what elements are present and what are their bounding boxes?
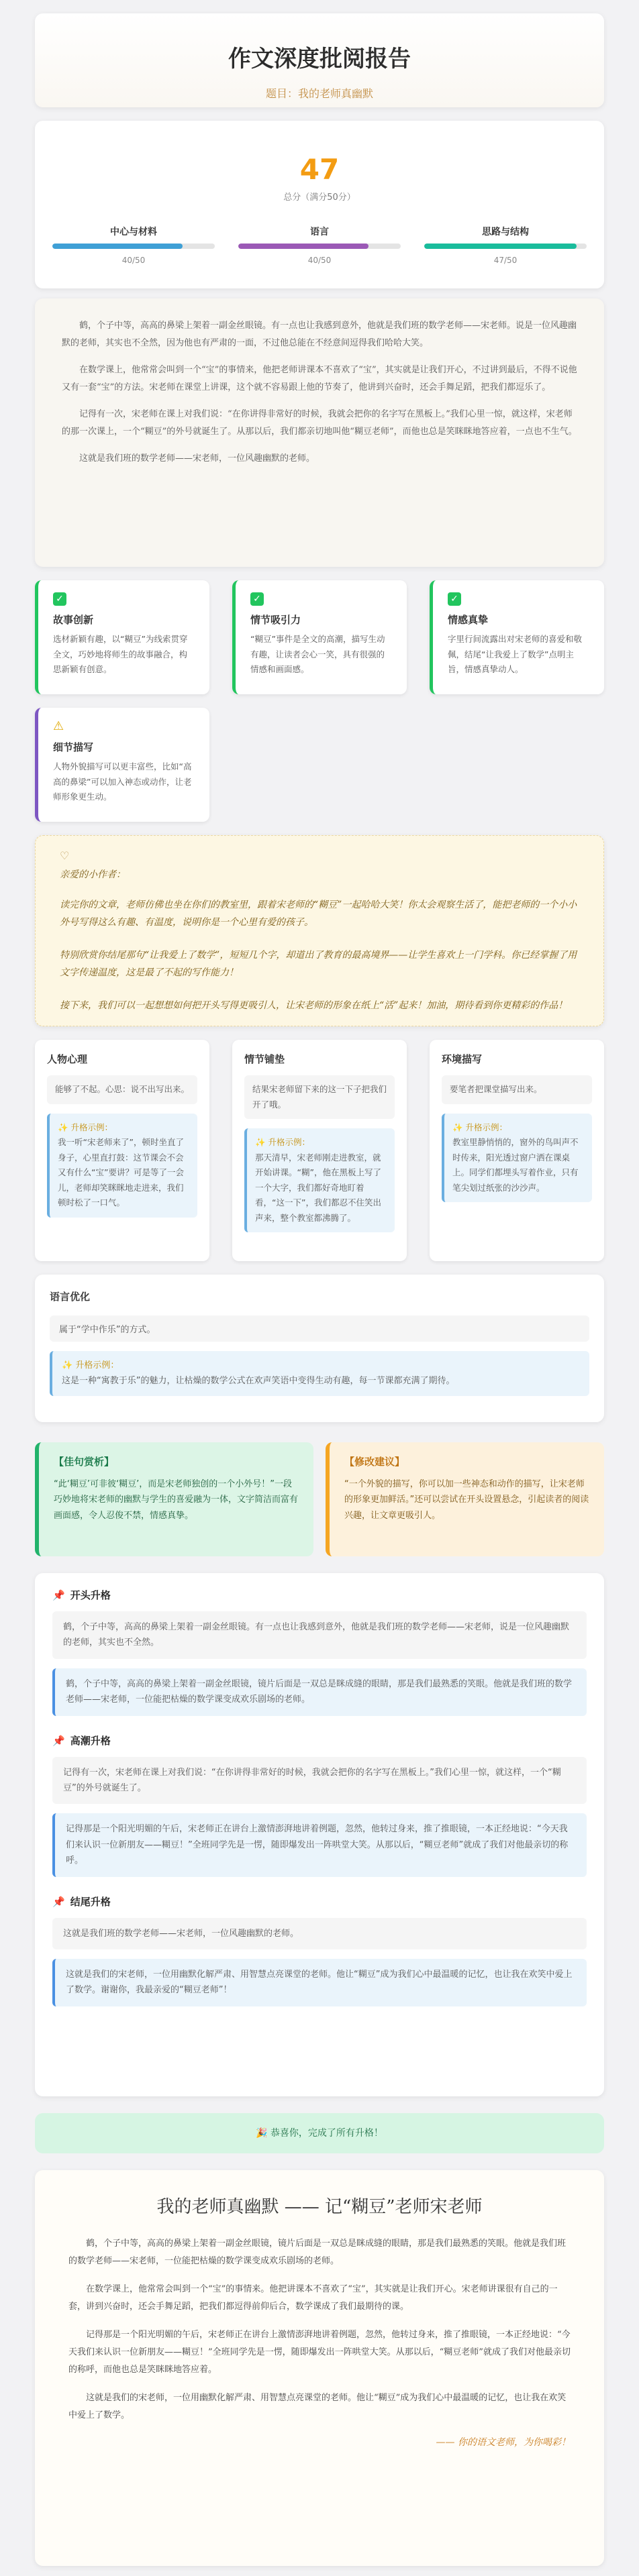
category-score: 40/50 (121, 256, 146, 265)
issue-card (232, 1040, 407, 1261)
improvement-title: 细节描写 (53, 741, 94, 753)
revision-heading: 📌 开头升格 (52, 1589, 111, 1601)
revision-heading: 📌 结尾升格 (52, 1895, 111, 1908)
example-heading: ✨ 升格示例： (62, 1360, 119, 1371)
strength-title: 故事创新 (53, 614, 94, 626)
score-category (424, 225, 587, 265)
final-paragraph: 记得那是一个阳光明媚的午后，宋老师正在讲台上激情澎湃地讲着例题，忽然，他转过身来，推了推眼镜，一本正经地说：“今天我们来认识一位新朋友——糊豆！”全班同学先是一愣，随即爆发出一阵哄堂大笑。从那以后，“糊豆老师”就成了我们对他最亲切的称呼，而他也总是笑眯眯地答应着。 (68, 2330, 571, 2375)
improvement-text: 人物外貌描写可以更丰富些，比如“高高的鼻梁”可以加入神态或动作，让老师形象更生动。 (53, 761, 192, 802)
final-signature: —— 你的语文老师，为你喝彩！ (436, 2437, 571, 2448)
issue-example (47, 1114, 197, 1218)
suggestion-title: 【修改建议】 (344, 1456, 405, 1468)
strength-text: 选材新颖有趣，以“糊豆”为线索贯穿全文，巧妙地将师生的故事融合，构思新颖有创意。 (53, 634, 188, 674)
check-icon: ✓ (448, 592, 461, 606)
check-icon: ✓ (250, 592, 264, 606)
example-text: 那天清早，宋老师刚走进教室，就开始讲课。“糊”，他在黑板上写了一个大字，我们都好奇地盯着看，“这一下”，我们都忍不住笑出声来，整个教室都沸腾了。 (255, 1152, 381, 1223)
category-bar-fill (424, 244, 577, 249)
revision-original: 记得有一次，宋老师在课上对我们说：“在你讲得非常好的时候，我就会把你的名字写在黑板上。”我们心里一惊，就这样，一个“糊豆”的外号就诞生了。 (52, 1757, 587, 1805)
issue-original: 结果宋老师留下来的这一下子把我们开了哦。 (244, 1075, 395, 1119)
issue-title: 环境描写 (442, 1053, 483, 1065)
essay-paragraph: 鹤，个子中等，高高的鼻梁上架着一副金丝眼镜。有一点也让我感到意外，他就是我们班的数学老师——宋老师。说是一位风趣幽默的老师，其实也不全然，因为他也有严肃的一面，不过他总能在不经意间逗得我们哈哈大笑。 (62, 321, 577, 348)
score-categories (52, 225, 587, 265)
total-score-label: 总分（满分50分） (283, 193, 356, 203)
issue-original: 要笔者把课堂描写出来。 (442, 1075, 592, 1104)
issue-original: 能够了不起。心思：说不出写出来。 (47, 1075, 197, 1104)
warning-icon: ⚠ (53, 719, 64, 733)
example-heading: ✨ 升格示例： (255, 1137, 311, 1147)
issue-example (442, 1114, 592, 1203)
issue-title: 人物心理 (47, 1053, 88, 1065)
example-text: 这是一种“寓教于乐”的魅力，让枯燥的数学公式在欢声笑语中变得生动有趣，每一节课都充满了期待。 (62, 1376, 455, 1387)
category-score: 40/50 (307, 256, 332, 265)
strength-title: 情感真挚 (448, 614, 489, 626)
suggestion-comment (326, 1442, 604, 1556)
language-example (50, 1351, 589, 1396)
letter-paragraph: 读完你的文章，老师仿佛也坐在你们的教室里，跟着宋老师的“糊豆”一起哈哈大笑！你太会观察生活了，能把老师的一个小小外号写得这么有趣、有温度，说明你是一个心里有爱的孩子。 (60, 899, 577, 928)
category-label: 思路与结构 (482, 227, 529, 237)
revision-heading: 📌 高潮升格 (52, 1734, 111, 1747)
pin-icon: 📌 (52, 1734, 65, 1747)
improvement-card (35, 708, 209, 822)
highlight-text: “此‘糊豆’可非彼‘糊豆’，而是宋老师独创的一个小外号！”一段巧妙地将宋老师的幽默与学生的喜爱融为一体，文字简洁而富有画面感，令人忍俊不禁，情感真挚。 (54, 1479, 299, 1521)
report-title: 作文深度批阅报告 (228, 46, 411, 72)
highlight-title: 【佳句赏析】 (54, 1456, 115, 1468)
suggestion-text: “一个外貌的描写，你可以加一些神态和动作的描写，让宋老师的形象更加鲜活。”还可以尝试在开头设置悬念，引起读者的阅读兴趣，让文章更吸引人。 (344, 1479, 589, 1521)
final-paragraph: 鹤，个子中等，高高的鼻梁上架着一副金丝眼镜，镜片后面是一双总是眯成缝的眼睛，那是我们最熟悉的笑眼。他就是我们班的数学老师——宋老师，一位能把枯燥的数学课变成欢乐剧场的老师。 (68, 2239, 567, 2266)
pin-icon: 📌 (52, 1589, 65, 1601)
revision-card (35, 1573, 604, 2096)
language-title: 语言优化 (50, 1291, 91, 1303)
example-text: 教室里静悄悄的，窗外的鸟叫声不时传来，阳光透过窗户洒在课桌上。同学们都埋头写着作业，只有笔尖划过纸张的沙沙声。 (452, 1137, 579, 1193)
strength-card (35, 580, 209, 694)
teacher-letter (35, 835, 604, 1026)
letter-paragraph: 接下来，我们可以一起想想如何把开头写得更吸引人，让宋老师的形象在纸上“活”起来！加油，期待看到你更精彩的作品！ (60, 1000, 568, 1011)
check-icon: ✓ (53, 592, 66, 606)
final-essay (35, 2170, 604, 2566)
category-bar (52, 244, 215, 249)
heart-icon: ♡ (60, 849, 70, 862)
original-essay (35, 299, 604, 567)
revision-improved: 这就是我们的宋老师，一位用幽默化解严肃、用智慧点亮课堂的老师。他让“糊豆”成为我们心中最温暖的记忆，也让我在欢笑中爱上了数学。谢谢你，我最亲爱的“糊豆老师”！ (52, 1959, 587, 2006)
letter-paragraph: 特别欣赏你结尾那句“让我爱上了数学”，短短几个字，却道出了教育的最高境界——让学生喜欢上一门学科。你已经掌握了用文字传递温度，这是最了不起的写作能力！ (60, 949, 577, 979)
strength-text: “糊豆”事件是全文的高潮，描写生动有趣，让读者会心一笑，具有很强的情感和画面感。 (250, 634, 385, 674)
revision-improved: 记得那是一个阳光明媚的午后，宋老师正在讲台上激情澎湃地讲着例题，忽然，他转过身来，推了推眼镜，一本正经地说：“今天我们来认识一位新朋友——糊豆！”全班同学先是一愣，随即爆发出一阵哄堂大笑。从那以后，“糊豆老师”就成了我们对他最亲切的称呼。 (52, 1813, 587, 1876)
lightbulb-icon: ✨ (62, 1360, 76, 1371)
category-bar-fill (52, 244, 183, 249)
strength-text: 字里行间流露出对宋老师的喜爱和敬佩，结尾“让我爱上了数学”点明主旨，情感真挚动人。 (448, 634, 583, 674)
revision-improved: 鹤，个子中等，高高的鼻梁上架着一副金丝眼镜，镜片后面是一双总是眯成缝的眼睛，那是我们最熟悉的笑眼。他就是我们班的数学老师——宋老师，一位能把枯燥的数学课变成欢乐剧场的老师。 (52, 1668, 587, 1716)
essay-topic: 题目：我的老师真幽默 (265, 87, 373, 100)
essay-paragraph: 记得有一次，宋老师在课上对我们说：“在你讲得非常好的时候，我就会把你的名字写在黑板上。”我们心里一惊，就这样，宋老师的那一次课上，一个“糊豆”的外号就诞生了。从那以后，我们都亲切地叫他“糊豆老师”，而他也总是笑眯眯地答应着，一点也不生气。 (62, 409, 577, 437)
final-paragraph: 这就是我们的宋老师，一位用幽默化解严肃、用智慧点亮课堂的老师。他让“糊豆”成为我们心中最温暖的记忆，也让我在欢笑中爱上了数学。 (68, 2393, 567, 2420)
revision-original: 这就是我们班的数学老师——宋老师，一位风趣幽默的老师。 (52, 1918, 587, 1949)
lightbulb-icon: ✨ (58, 1122, 71, 1132)
issue-title: 情节铺垫 (244, 1053, 285, 1065)
category-bar (238, 244, 401, 249)
revision-original: 鹤，个子中等，高高的鼻梁上架着一副金丝眼镜。有一点也让我感到意外，他就是我们班的数学老师——宋老师，说是一位风趣幽默的老师，其实也不全然。 (52, 1611, 587, 1659)
total-score: 47 (299, 153, 340, 186)
language-original: 属于“学中作乐”的方式。 (50, 1316, 589, 1342)
example-heading: ✨ 升格示例： (452, 1122, 508, 1132)
issue-example (244, 1128, 395, 1232)
category-label: 语言 (310, 227, 329, 237)
category-label: 中心与材料 (110, 227, 157, 237)
final-paragraph: 在数学课上，他常常会叫到一个“宝”的事情来。他把讲课本不喜欢了“宝”，其实就是让我们开心。宋老师讲课很有自己的一套，讲到兴奋时，还会手舞足蹈，把我们都逗得前仰后合，数学课成了我们最期待的课。 (68, 2284, 558, 2312)
category-score: 47/50 (493, 256, 518, 265)
lightbulb-icon: ✨ (452, 1122, 466, 1132)
example-text: 我一听“宋老师来了”，顿时坐直了身子，心里直打鼓：这节课会不会又有什么“宝”要讲？可是等了一会儿，老师却笑眯眯地走进来，我们顿时松了一口气。 (58, 1137, 184, 1208)
pin-icon: 📌 (52, 1895, 65, 1908)
strength-card (232, 580, 407, 694)
category-bar-fill (238, 244, 368, 249)
example-heading: ✨ 升格示例： (58, 1122, 113, 1132)
essay-paragraph: 这就是我们班的数学老师——宋老师，一位风趣幽默的老师。 (79, 453, 315, 464)
score-category (52, 225, 215, 265)
highlight-comment (35, 1442, 313, 1556)
language-card (35, 1275, 604, 1422)
score-card (35, 121, 604, 288)
lightbulb-icon: ✨ (255, 1137, 268, 1147)
category-bar (424, 244, 587, 249)
score-category (238, 225, 401, 265)
final-essay-title: 我的老师真幽默 —— 记“糊豆”老师宋老师 (156, 2197, 483, 2217)
strength-title: 情节吸引力 (250, 614, 301, 626)
issue-card (430, 1040, 604, 1261)
completion-banner: 🎉 恭喜你，完成了所有升格！ (35, 2113, 604, 2153)
issue-card (35, 1040, 209, 1261)
letter-greeting: 亲爱的小作者： (60, 869, 126, 880)
report-header (35, 13, 604, 107)
strength-card (430, 580, 604, 694)
essay-paragraph: 在数学课上，他常常会叫到一个“宝”的事情来，他把老师讲课本不喜欢了“宝”，其实就是让我们开心，不过讲到最后，不得不说他又有一套“宝”的方法。宋老师在课堂上讲课，这个就不容易跟上他的节奏了，他讲到兴奋时，还会手舞足蹈，把我们都逗乐了。 (62, 365, 577, 392)
